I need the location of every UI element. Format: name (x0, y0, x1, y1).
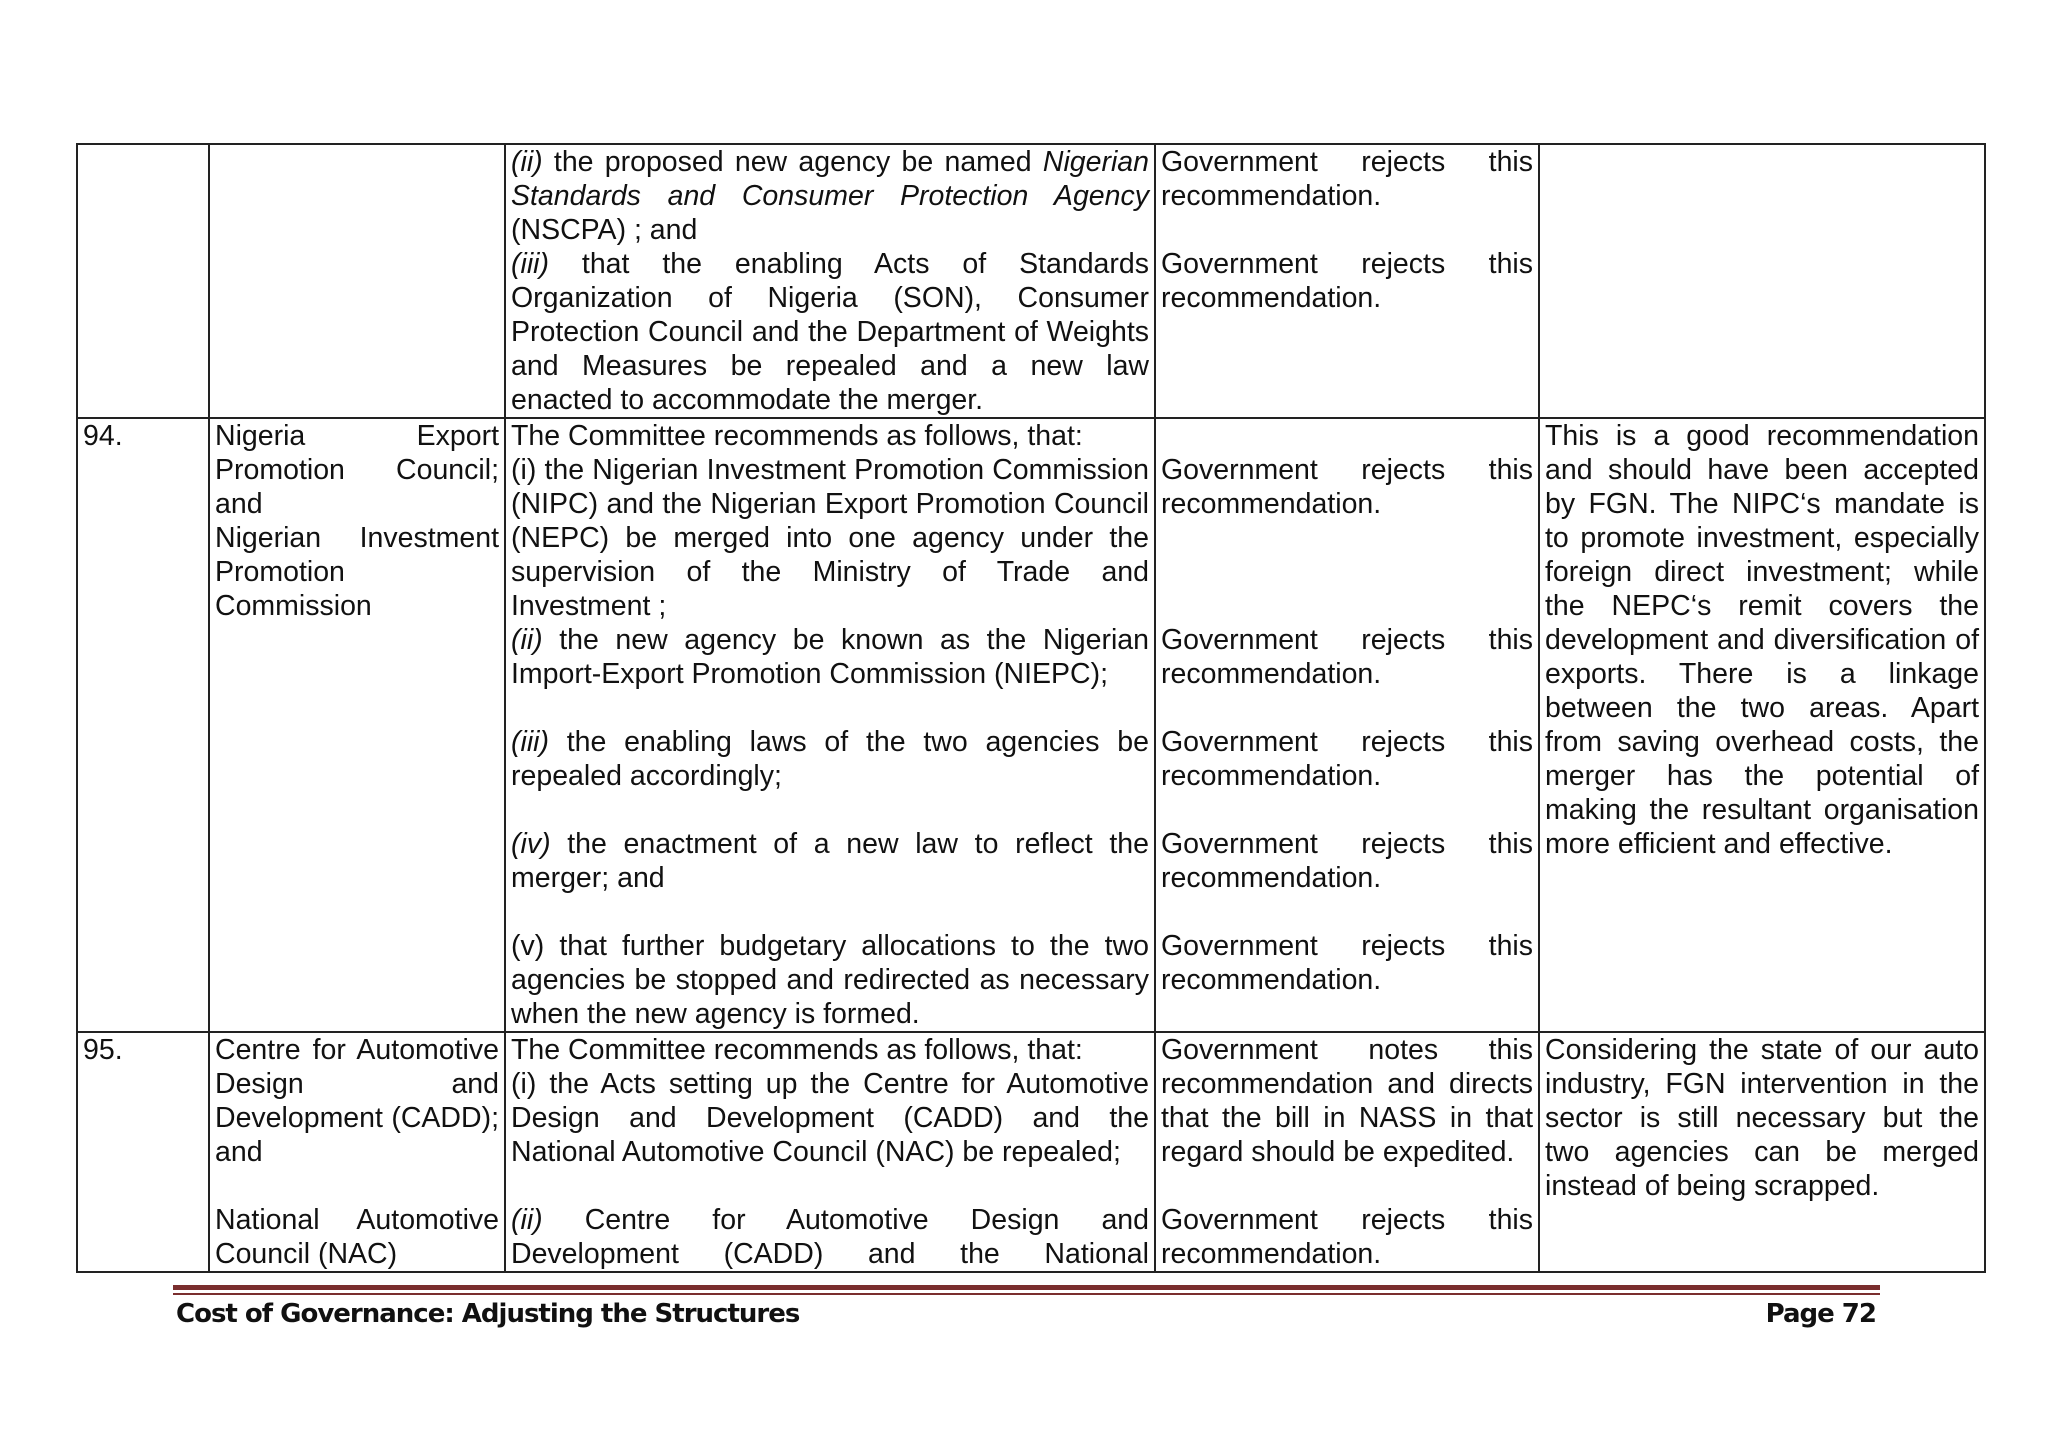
footer-title: Cost of Governance: Adjusting the Structures (176, 1299, 800, 1329)
government-response-cell (1155, 1032, 1539, 1272)
agency-name: Centre for Automotive Design and Development (CADD); and (215, 1034, 499, 1168)
page-footer (176, 1299, 1876, 1335)
footer-rule (173, 1285, 1880, 1290)
agency-cell (209, 144, 505, 418)
row-number (77, 144, 209, 418)
government-response: Government rejects this recommendation. (1161, 726, 1533, 792)
recommendation-item: (ii) Centre for Automotive Design and Development (CADD) and the National (511, 1204, 1149, 1270)
recommendation-item: (ii) the new agency be known as the Nigerian Import-Export Promotion Commission (NIEPC); (511, 624, 1149, 690)
recommendation-cell (505, 144, 1155, 418)
government-response: Government rejects this recommendation. (1161, 146, 1533, 212)
agency-cell (209, 1032, 505, 1272)
government-response: Government rejects this recommendation. (1161, 624, 1533, 690)
government-response-cell (1155, 418, 1539, 1032)
comment-text: Considering the state of our auto industry, FGN intervention in the sector is still necessary but the two agencies can be merged instead of being scrapped. (1545, 1034, 1979, 1202)
table-row (77, 1032, 1985, 1272)
government-response: Government rejects this recommendation. (1161, 454, 1533, 520)
government-response-cell (1155, 144, 1539, 418)
recommendation-intro: The Committee recommends as follows, that: (511, 420, 1083, 452)
agency-cell (209, 418, 505, 1032)
recommendation-cell (505, 418, 1155, 1032)
government-response: Government notes this recommendation and directs that the bill in NASS in that regard should be expedited. (1161, 1034, 1533, 1168)
recommendation-item: (i) the Acts setting up the Centre for Automotive Design and Development (CADD) and the National Automotive Council (NAC) be repealed; (511, 1068, 1149, 1168)
table-row (77, 144, 1985, 418)
agency-name: Nigeria Export Promotion Council; and (215, 420, 499, 520)
comment-cell (1539, 418, 1985, 1032)
recommendation-item: (iii) that the enabling Acts of Standards Organization of Nigeria (SON), Consumer Protection Council and the Department of Weights and Measures be repealed and a new law enacted to accommodate the merger. (511, 248, 1149, 416)
footer-rule-thin (173, 1293, 1880, 1295)
comment-cell (1539, 144, 1985, 418)
recommendations-table (76, 143, 1986, 1273)
recommendation-item: (iii) the enabling laws of the two agencies be repealed accordingly; (511, 726, 1149, 792)
page-number: Page 72 (1765, 1299, 1876, 1329)
table-row (77, 418, 1985, 1032)
row-number: 95. (77, 1032, 209, 1272)
government-response: Government rejects this recommendation. (1161, 828, 1533, 894)
comment-text: This is a good recommendation and should have been accepted by FGN. The NIPC‘s mandate is to promote investment, especially foreign direct investment; while the NEPC‘s remit covers the development and diversification of exports. There is a linkage between the two areas. Apart from saving overhead costs, the merger has the potential of making the resultant organisation more efficient and effective. (1545, 420, 1979, 860)
recommendation-cell (505, 1032, 1155, 1272)
recommendation-item: (v) that further budgetary allocations to the two agencies be stopped and redirected as necessary when the new agency is formed. (511, 930, 1149, 1030)
government-response: Government rejects this recommendation. (1161, 1204, 1533, 1270)
agency-name: Nigerian Investment Promotion Commission (215, 522, 499, 622)
government-response: Government rejects this recommendation. (1161, 930, 1533, 996)
recommendation-item: (i) the Nigerian Investment Promotion Commission (NIPC) and the Nigerian Export Promotion Council (NEPC) be merged into one agency under the supervision of the Ministry of Trade and Investment ; (511, 454, 1149, 622)
recommendation-item: (iv) the enactment of a new law to reflect the merger; and (511, 828, 1149, 894)
comment-cell (1539, 1032, 1985, 1272)
recommendation-intro: The Committee recommends as follows, that: (511, 1034, 1083, 1066)
row-number: 94. (77, 418, 209, 1032)
government-response: Government rejects this recommendation. (1161, 248, 1533, 314)
agency-name: National Automotive Council (NAC) (215, 1204, 499, 1270)
recommendation-item: (ii) the proposed new agency be named Nigerian Standards and Consumer Protection Agency (NSCPA) ; and (511, 146, 1149, 246)
